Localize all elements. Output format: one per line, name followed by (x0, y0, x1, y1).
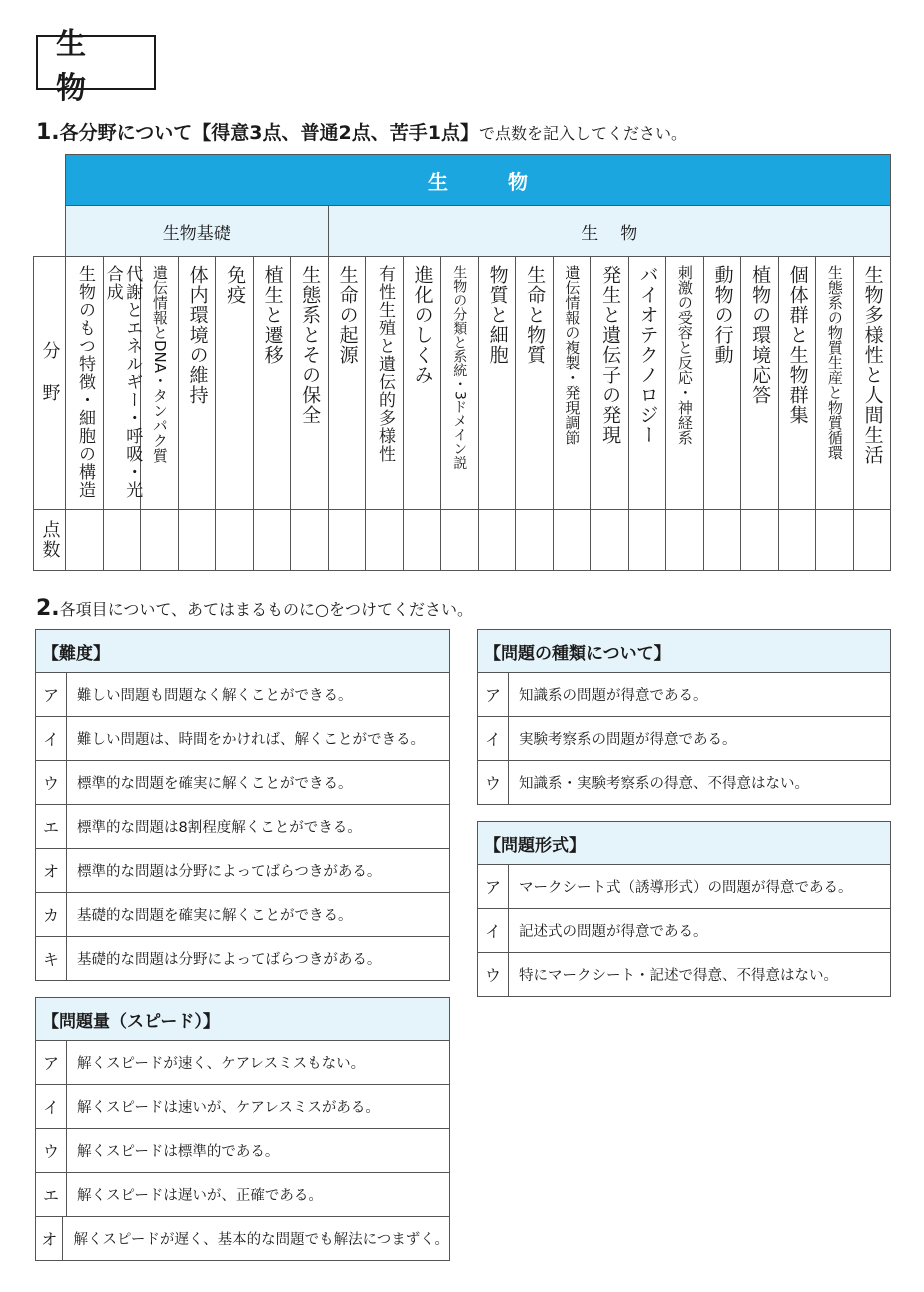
speed-title: 【問題量（スピード）】 (36, 998, 449, 1041)
field-header (703, 257, 741, 510)
group-basic: 生物基礎 (66, 206, 329, 257)
option-row[interactable] (36, 1041, 449, 1085)
field-header (441, 257, 479, 510)
field-label: 代謝とエネルギー・呼吸・光合成 (102, 265, 143, 499)
field-header (741, 257, 779, 510)
row-label-field: 分野 (34, 257, 66, 510)
section1-text: 各分野について (59, 122, 193, 144)
table-header: 生物 (66, 155, 891, 206)
score-cell[interactable] (291, 510, 329, 571)
score-cell[interactable] (516, 510, 554, 571)
option-text: 記述式の問題が得意である。 (519, 924, 708, 940)
option-text: 基礎的な問題は分野によってばらつきがある。 (77, 952, 382, 968)
field-header (553, 257, 591, 510)
field-label: 植生と遷移 (261, 265, 284, 365)
field-header (591, 257, 629, 510)
option-row[interactable] (36, 761, 449, 805)
option-key[interactable]: ウ (36, 761, 67, 804)
score-cell[interactable] (253, 510, 291, 571)
score-cell[interactable] (816, 510, 854, 571)
field-header (516, 257, 554, 510)
option-row[interactable] (36, 717, 449, 761)
option-text: 解くスピードが遅く、基本的な問題でも解法につまずく。 (73, 1232, 449, 1248)
speed-box (35, 997, 450, 1261)
field-label: 生物のもつ特徴・細胞の構造 (75, 265, 96, 499)
score-cell[interactable] (403, 510, 441, 571)
score-cell[interactable] (666, 510, 704, 571)
score-cell[interactable] (66, 510, 104, 571)
option-text: 標準的な問題を確実に解くことができる。 (77, 776, 353, 792)
option-key[interactable]: キ (36, 937, 67, 980)
types-box (477, 629, 891, 805)
field-header (403, 257, 441, 510)
option-text: 実験考察系の問題が得意である。 (519, 732, 737, 748)
difficulty-box (35, 629, 450, 981)
option-key[interactable]: エ (36, 805, 67, 848)
option-key[interactable]: ウ (478, 761, 509, 804)
field-header (253, 257, 291, 510)
section2-text: 各項目について、あてはまるものに○をつけてください。 (59, 600, 473, 619)
field-label: 進化のしくみ (411, 265, 434, 385)
field-label: バイオテクノロジー (636, 265, 659, 445)
option-text: 難しい問題は、時間をかければ、解くことができる。 (77, 732, 425, 748)
field-label: 免疫 (224, 265, 247, 305)
option-text: 解くスピードは遅いが、正確である。 (77, 1188, 323, 1204)
option-text: 解くスピードは速いが、ケアレスミスがある。 (77, 1100, 380, 1116)
group-bio: 生物 (328, 206, 891, 257)
score-cell[interactable] (591, 510, 629, 571)
section1-bracket: 【得意3点、普通2点、苦手1点】 (192, 122, 479, 144)
section2-heading (36, 596, 473, 621)
field-label: 有性生殖と遺伝的多様性 (375, 265, 396, 463)
option-key[interactable]: オ (36, 849, 67, 892)
field-label: 遺伝情報の複製・発現調節 (563, 265, 582, 445)
field-header (816, 257, 854, 510)
option-key[interactable]: ウ (478, 953, 509, 996)
field-label: 生態系の物質生産と物質循環 (825, 265, 844, 460)
score-cell[interactable] (853, 510, 891, 571)
field-label: 生物多様性と人間生活 (861, 265, 884, 465)
option-row[interactable] (36, 849, 449, 893)
option-key[interactable]: ア (36, 1041, 67, 1084)
field-label: 生態系とその保全 (299, 265, 322, 425)
field-label: 生物の分類と系統・3ドメイン説 (451, 265, 468, 470)
score-cell[interactable] (178, 510, 216, 571)
field-label: 個体群と生物群集 (786, 265, 809, 425)
option-text: 基礎的な問題を確実に解くことができる。 (77, 908, 353, 924)
field-label: 遺伝情報とDNA・タンパク質 (150, 265, 169, 464)
option-key[interactable]: ア (36, 673, 67, 716)
types-title: 【問題の種類について】 (478, 630, 890, 673)
format-title: 【問題形式】 (478, 822, 890, 865)
format-box (477, 821, 891, 997)
score-cell[interactable] (216, 510, 254, 571)
option-text: 標準的な問題は分野によってばらつきがある。 (77, 864, 382, 880)
option-row[interactable] (478, 673, 890, 717)
score-cell[interactable] (703, 510, 741, 571)
field-label: 動物の行動 (711, 265, 734, 365)
score-table (33, 154, 891, 571)
option-text: 難しい問題も問題なく解くことができる。 (77, 688, 353, 704)
score-cell[interactable] (441, 510, 479, 571)
field-header (328, 257, 366, 510)
score-cell[interactable] (778, 510, 816, 571)
option-key[interactable]: イ (36, 717, 67, 760)
option-key[interactable]: イ (36, 1085, 67, 1128)
option-row[interactable] (36, 1217, 449, 1260)
field-header (178, 257, 216, 510)
difficulty-title: 【難度】 (36, 630, 449, 673)
option-row[interactable] (36, 805, 449, 849)
score-cell[interactable] (141, 510, 179, 571)
option-text: 特にマークシート・記述で得意、不得意はない。 (519, 968, 838, 984)
score-cell[interactable] (553, 510, 591, 571)
section2-number: 2. (36, 596, 60, 621)
section1-tail: で点数を記入してください。 (478, 124, 687, 143)
field-header (666, 257, 704, 510)
option-key[interactable]: イ (478, 909, 509, 952)
option-row[interactable] (36, 893, 449, 937)
option-key[interactable]: イ (478, 717, 509, 760)
field-header (478, 257, 516, 510)
field-header (366, 257, 404, 510)
field-label: 生命の起源 (336, 265, 359, 365)
option-row[interactable] (36, 937, 449, 980)
option-row[interactable] (36, 1085, 449, 1129)
field-label: 刺激の受容と反応・神経系 (675, 265, 694, 445)
field-header (628, 257, 666, 510)
score-cell[interactable] (628, 510, 666, 571)
option-key[interactable]: エ (36, 1173, 67, 1216)
option-text: 知識系・実験考察系の得意、不得意はない。 (519, 776, 809, 792)
field-header (103, 257, 141, 510)
field-label: 生命と物質 (524, 265, 547, 365)
option-row[interactable] (36, 1129, 449, 1173)
option-row[interactable] (478, 761, 890, 804)
option-row[interactable] (478, 909, 890, 953)
score-cell[interactable] (741, 510, 779, 571)
option-row[interactable] (478, 717, 890, 761)
option-row[interactable] (36, 673, 449, 717)
option-row[interactable] (36, 1173, 449, 1217)
score-cell[interactable] (478, 510, 516, 571)
option-row[interactable] (478, 865, 890, 909)
option-text: 解くスピードが速く、ケアレスミスもない。 (77, 1056, 366, 1072)
option-key[interactable]: ウ (36, 1129, 67, 1172)
page-title: 生 物 (36, 35, 156, 90)
field-header (66, 257, 104, 510)
score-cell[interactable] (328, 510, 366, 571)
field-label: 物質と細胞 (486, 265, 509, 365)
field-label: 発生と遺伝子の発現 (599, 265, 622, 445)
field-header (778, 257, 816, 510)
option-key[interactable]: カ (36, 893, 67, 936)
option-key[interactable]: ア (478, 865, 509, 908)
section1-number: 1. (36, 120, 60, 145)
row-label-score: 点数 (34, 510, 66, 571)
field-label: 体内環境の維持 (186, 265, 209, 405)
section1-heading (36, 118, 687, 145)
field-header (853, 257, 891, 510)
option-key[interactable]: オ (36, 1217, 63, 1260)
field-header (141, 257, 179, 510)
score-cell[interactable] (103, 510, 141, 571)
field-label: 植物の環境応答 (749, 265, 772, 405)
option-text: 知識系の問題が得意である。 (519, 688, 708, 704)
option-text: 解くスピードは標準的である。 (77, 1144, 280, 1160)
option-row[interactable] (478, 953, 890, 996)
option-text: マークシート式（誘導形式）の問題が得意である。 (519, 880, 853, 896)
field-header (216, 257, 254, 510)
field-header (291, 257, 329, 510)
option-text: 標準的な問題は8割程度解くことができる。 (77, 820, 362, 836)
option-key[interactable]: ア (478, 673, 509, 716)
score-cell[interactable] (366, 510, 404, 571)
